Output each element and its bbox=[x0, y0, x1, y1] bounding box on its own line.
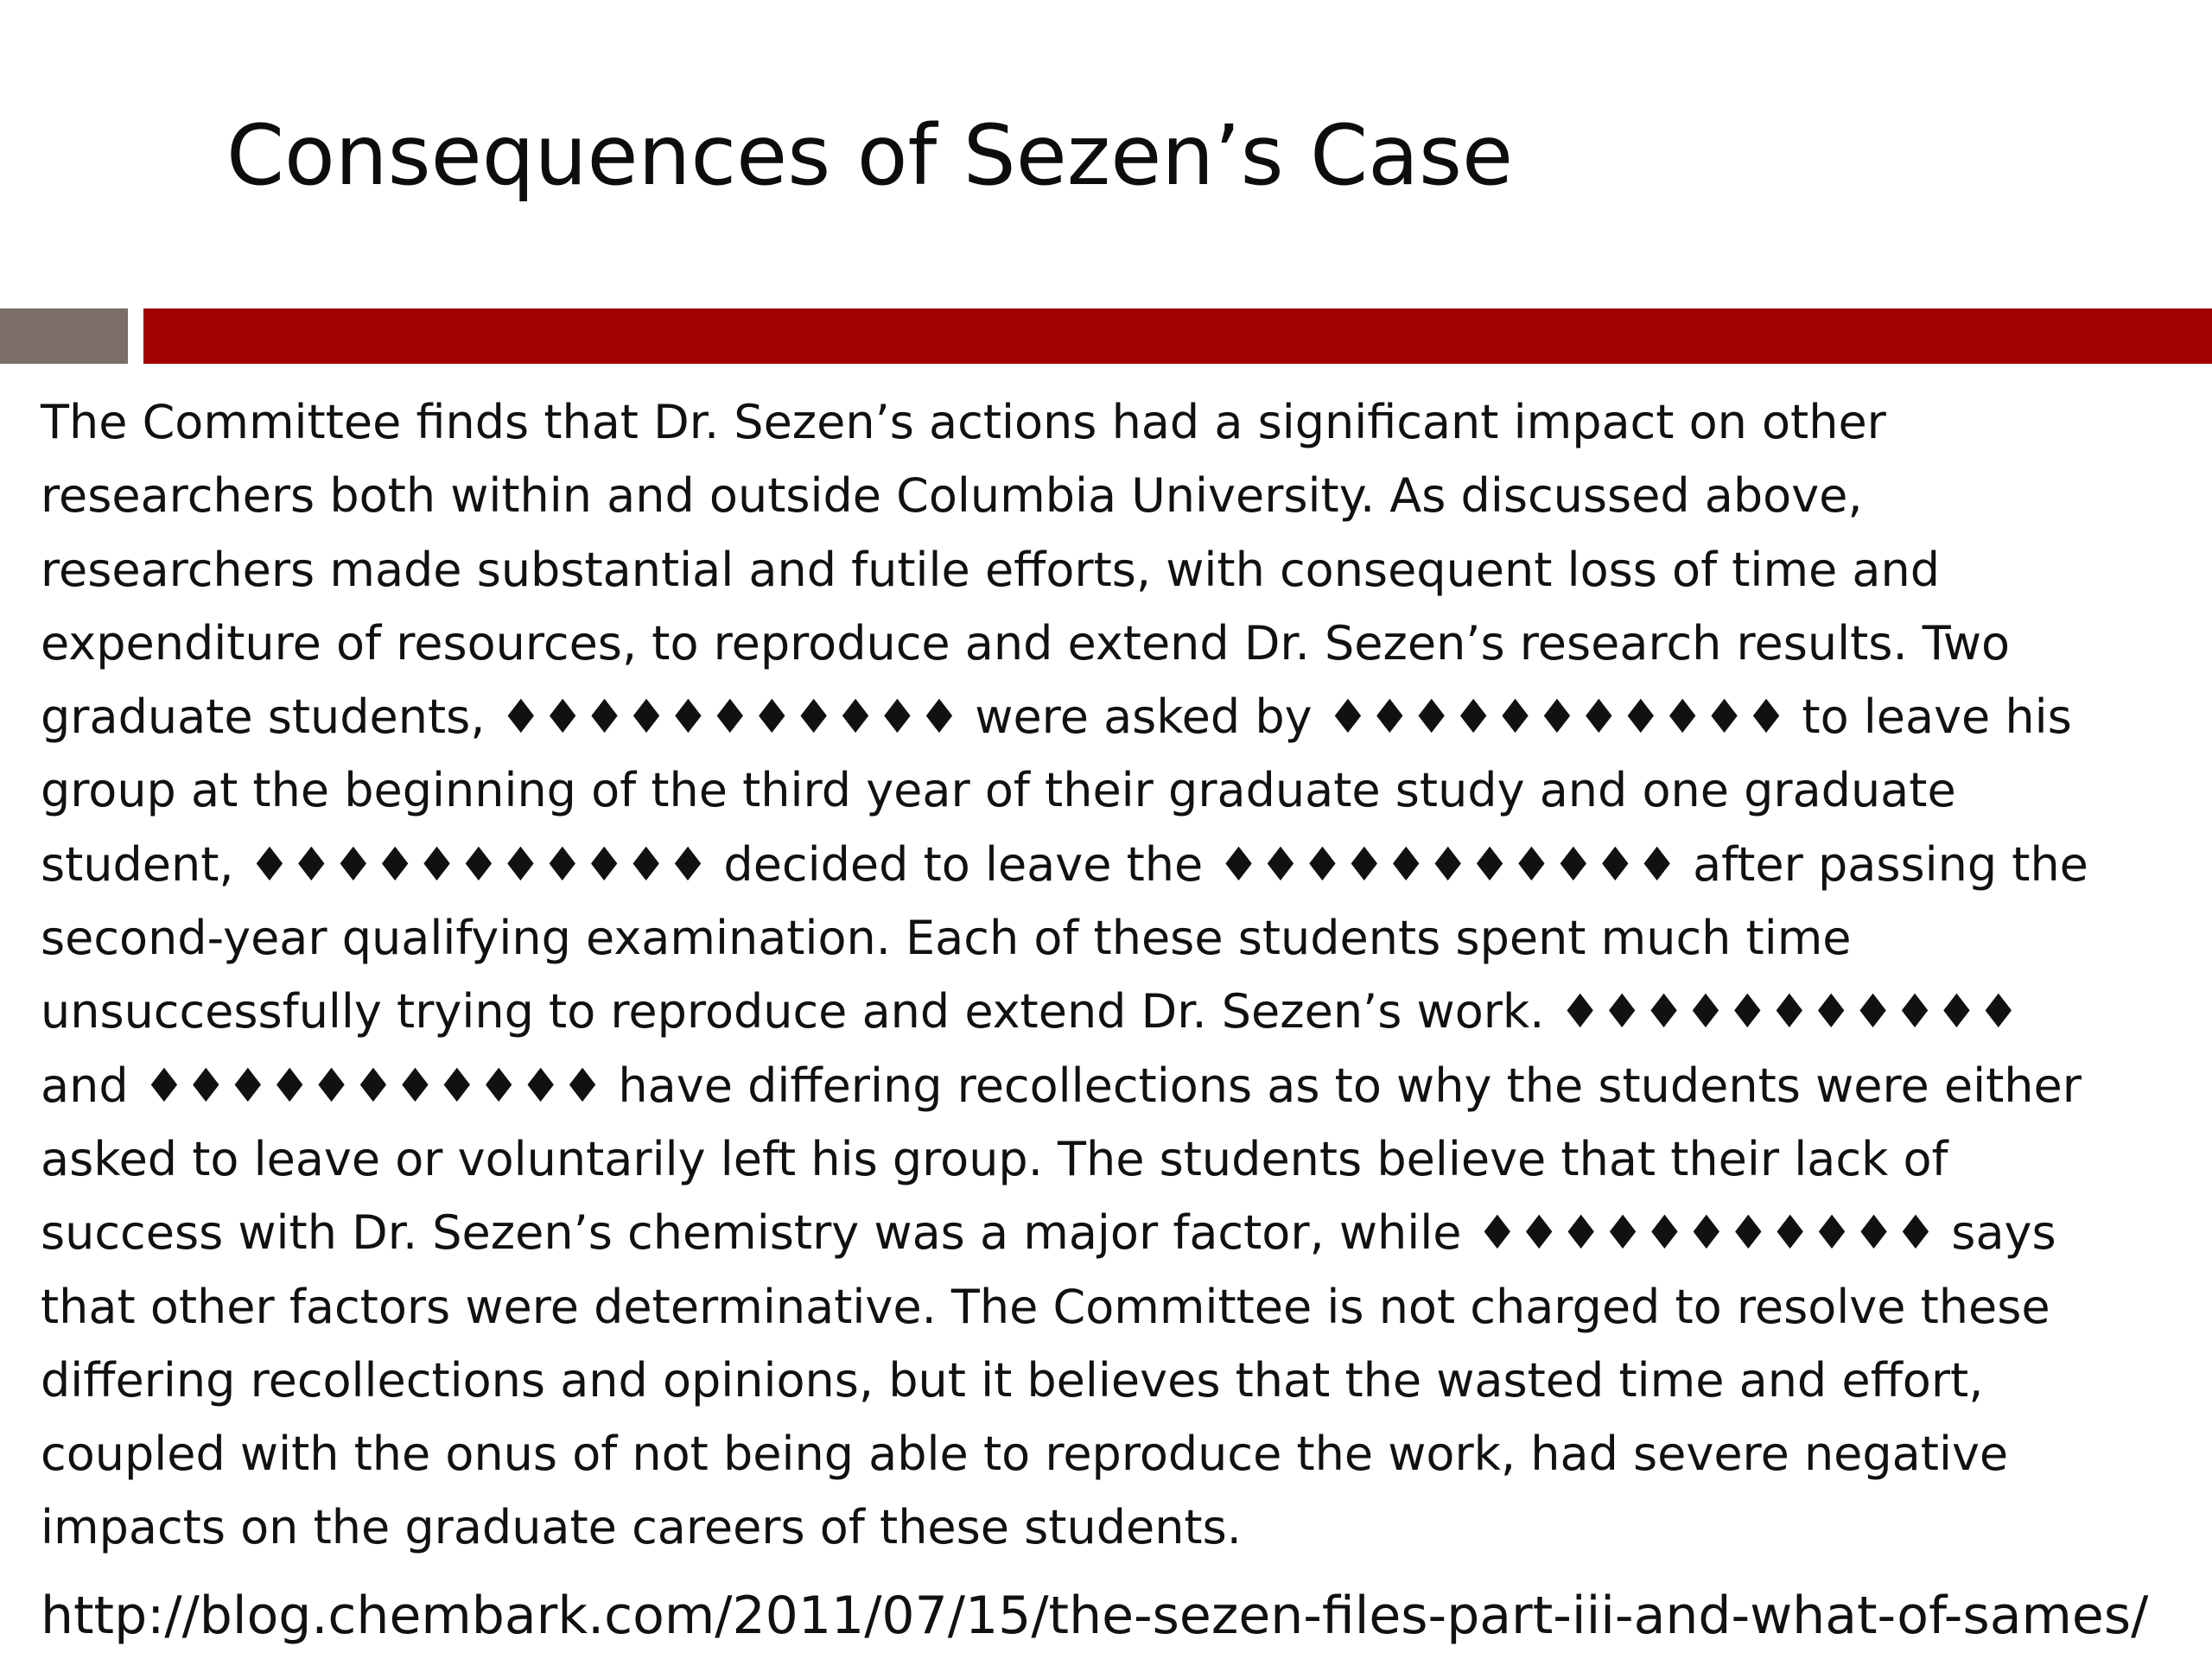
quote-line: differing recollections and opinions, but it believes that the wasted time and effort, bbox=[41, 1352, 1984, 1408]
source-url: http://blog.chembark.com/2011/07/15/the-sezen-files-part-iii-and-what-of-sames/ bbox=[41, 1586, 2149, 1646]
quote-line: unsuccessfully trying to reproduce and extend Dr. Sezen’s work. ♦♦♦♦♦♦♦♦♦♦♦ bbox=[41, 984, 2020, 1039]
quote-line: success with Dr. Sezen’s chemistry was a major factor, while ♦♦♦♦♦♦♦♦♦♦♦ says bbox=[41, 1205, 2056, 1261]
quote-line: group at the beginning of the third year of their graduate study and one graduate bbox=[41, 763, 1956, 818]
quote-line: coupled with the onus of not being able to reproduce the work, had severe negative bbox=[41, 1427, 2009, 1482]
quote-line: impacts on the graduate careers of these students. bbox=[41, 1500, 1242, 1555]
quote-line: researchers both within and outside Columbia University. As discussed above, bbox=[41, 468, 1863, 524]
quote-line: that other factors were determinative. The Committee is not charged to resolve these bbox=[41, 1279, 2050, 1334]
quote-paragraph bbox=[41, 385, 2175, 1565]
title-divider-accent-bar bbox=[143, 308, 2212, 364]
quote-line: student, ♦♦♦♦♦♦♦♦♦♦♦ decided to leave the ♦♦♦♦♦♦♦♦♦♦♦ after passing the bbox=[41, 836, 2088, 892]
slide-title: Consequences of Sezen’s Case bbox=[226, 107, 1514, 204]
title-divider-left-block bbox=[0, 308, 128, 364]
quote-line: second-year qualifying examination. Each of these students spent much time bbox=[41, 911, 1852, 966]
quote-line: graduate students, ♦♦♦♦♦♦♦♦♦♦♦ were asked by ♦♦♦♦♦♦♦♦♦♦♦ to leave his bbox=[41, 690, 2072, 745]
quote-line: researchers made substantial and futile efforts, with consequent loss of time and bbox=[41, 542, 1941, 597]
quote-line: The Committee finds that Dr. Sezen’s actions had a significant impact on other bbox=[41, 395, 1886, 449]
quote-line: expenditure of resources, to reproduce and extend Dr. Sezen’s research results. Two bbox=[41, 615, 2011, 671]
quote-line: asked to leave or voluntarily left his group. The students believe that their lack of bbox=[41, 1131, 1948, 1186]
quote-line: and ♦♦♦♦♦♦♦♦♦♦♦ have differing recollections as to why the students were either bbox=[41, 1058, 2082, 1113]
